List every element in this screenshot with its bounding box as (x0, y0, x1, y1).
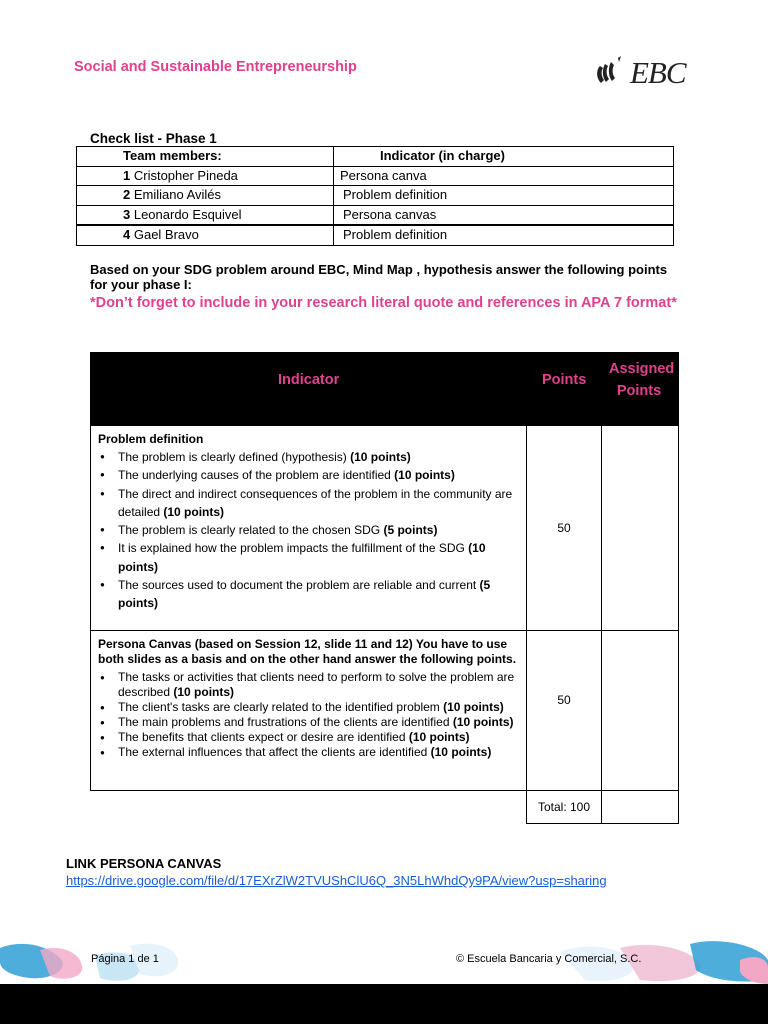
column-header-assigned-points: Assigned Points (609, 361, 675, 399)
criterion-points: (10 points) (443, 700, 504, 714)
member-name: Gael Bravo (130, 227, 199, 243)
criterion-points: (10 points) (394, 468, 455, 483)
ebc-emblem-icon (594, 56, 628, 88)
rubric-row-problem-definition (90, 426, 679, 631)
criterion-text: The direct and indirect consequences of the problem in the community are detailed (118, 486, 513, 519)
points-cell: 50 (526, 426, 602, 631)
member-number: 4 (123, 227, 131, 243)
list-item (91, 576, 522, 613)
document-title: Social and Sustainable Entrepreneurship (74, 59, 357, 75)
criterion-points: (10 points) (430, 745, 492, 759)
list-item (91, 466, 522, 484)
assigned-total-cell[interactable] (601, 791, 679, 824)
criterion-points: (10 points) (163, 504, 225, 519)
criterion-text: The sources used to document the problem are reliable and current (118, 578, 480, 593)
logo-text: EBC (630, 54, 686, 90)
indicator-cell (90, 426, 527, 631)
link-label: LINK PERSONA CANVAS (66, 856, 222, 871)
indicator-cell: Problem definition (334, 225, 674, 245)
column-header-points: Points (542, 372, 587, 388)
page-number: Página 1 de 1 (91, 953, 159, 965)
list-item (91, 485, 522, 522)
criterion-text: The underlying causes of the problem are identified (118, 468, 395, 483)
column-header-team-members: Team members: (77, 147, 334, 167)
criteria-list (91, 448, 526, 613)
criterion-points: (10 points) (408, 730, 470, 744)
member-cell (77, 166, 334, 186)
table-row (77, 186, 674, 206)
persona-canvas-link[interactable]: https://drive.google.com/file/d/17EXrZlW2TVUShClU6Q_3N5LhWhdQy9PA/view?usp=sharing (66, 873, 607, 888)
column-header-indicator: Indicator (278, 372, 340, 388)
list-item (91, 448, 522, 466)
criterion-points: (10 points) (350, 450, 411, 464)
criterion-text: The main problems and frustrations of the clients are identified (118, 715, 453, 729)
indicator-cell: Problem definition (334, 186, 674, 206)
table-row (77, 225, 674, 245)
member-number: 2 (123, 187, 131, 203)
criterion-text: The external influences that affect the clients are identified (118, 745, 431, 759)
total-cell: Total: 100 (526, 791, 602, 824)
table-row (77, 205, 674, 225)
list-item (91, 670, 522, 700)
member-cell (77, 186, 334, 206)
criterion-text: The tasks or activities that clients need to perform to solve the problem are described (118, 670, 515, 699)
criterion-points: (10 points) (452, 715, 514, 729)
criterion-points: (10 points) (173, 685, 235, 699)
list-item (91, 715, 522, 730)
points-cell: 50 (526, 631, 602, 791)
list-item (91, 521, 522, 539)
criterion-points: (10 points) (118, 541, 486, 574)
rubric-header (90, 352, 679, 426)
list-item (91, 539, 522, 576)
criteria-list (91, 670, 526, 760)
indicator-cell: Persona canvas (334, 205, 674, 225)
table-row (77, 166, 674, 186)
rubric-table (90, 352, 679, 814)
team-table (76, 146, 674, 246)
criterion-text: The benefits that clients expect or desire are identified (118, 730, 409, 744)
criterion-points: (5 points) (383, 523, 438, 538)
rubric-row-persona-canvas (90, 631, 679, 791)
criterion-points: (5 points) (118, 578, 491, 611)
assigned-points-cell[interactable] (601, 631, 679, 791)
copyright: © Escuela Bancaria y Comercial, S.C. (456, 953, 642, 965)
apa-reminder: *Don’t forget to include in your research literal quote and references in APA 7 format* (90, 295, 677, 311)
indicator-cell (90, 631, 527, 791)
team-table-header (77, 147, 674, 167)
section-title: Problem definition (98, 432, 204, 446)
member-number: 3 (123, 206, 131, 222)
member-cell (77, 205, 334, 225)
criterion-text: The client's tasks are clearly related to the identified problem (118, 700, 444, 714)
assigned-points-cell[interactable] (601, 426, 679, 631)
checklist-title: Check list - Phase 1 (90, 131, 217, 146)
member-name: Emiliano Avilés (130, 187, 222, 203)
member-name: Leonardo Esquivel (130, 206, 242, 222)
indicator-cell: Persona canva (334, 166, 674, 186)
member-cell (77, 225, 334, 245)
list-item (91, 730, 522, 745)
criterion-text: It is explained how the problem impacts the fulfillment of the SDG (118, 541, 469, 556)
ebc-logo (594, 52, 686, 92)
footer-bar (0, 984, 768, 1024)
section-title: Persona Canvas (based on Session 12, slide 11 and 12) You have to use both slides as a basis and on the other hand answer the following points. (98, 637, 517, 666)
member-name: Cristopher Pineda (130, 167, 238, 183)
rubric-total-row (90, 791, 679, 824)
member-number: 1 (123, 167, 131, 183)
criterion-text: The problem is clearly related to the chosen SDG (118, 523, 384, 538)
instructions-text: Based on your SDG problem around EBC, Mind Map , hypothesis answer the following points for your phase I: (90, 262, 668, 292)
criterion-text: The problem is clearly defined (hypothesis) (118, 450, 351, 464)
column-header-indicator: Indicator (in charge) (334, 147, 674, 167)
list-item (91, 700, 522, 715)
list-item (91, 745, 522, 760)
